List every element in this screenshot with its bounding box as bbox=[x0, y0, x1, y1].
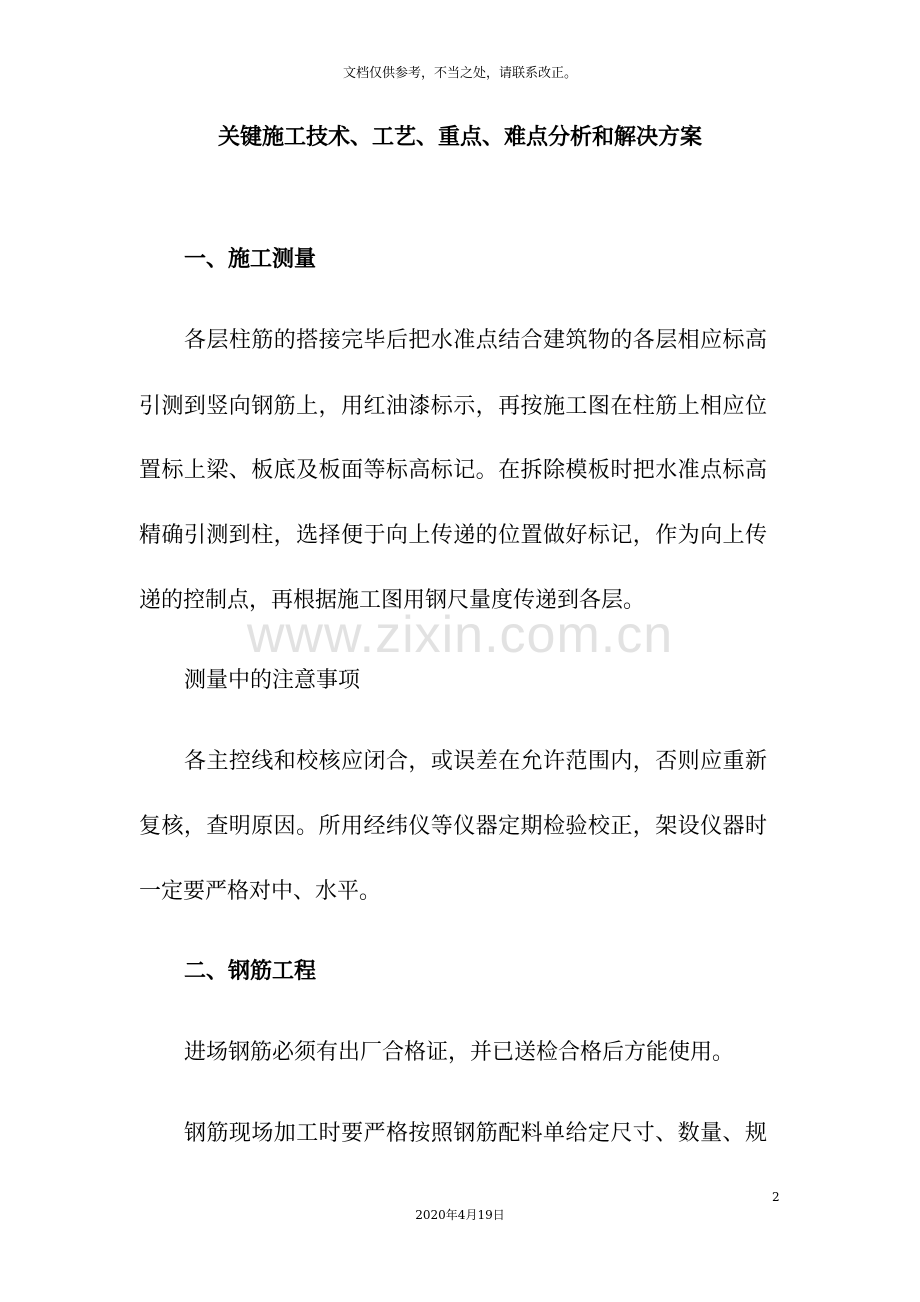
paragraph-line: 引测到竖向钢筋上，用红油漆标示，再按施工图在柱筋上相应位 bbox=[139, 394, 767, 419]
footer-date: 2020年4月19日 bbox=[415, 1208, 505, 1222]
paragraph-line: 一定要严格对中、水平。 bbox=[139, 879, 382, 904]
section-heading: 一、施工测量 bbox=[184, 247, 317, 272]
section-heading: 二、钢筋工程 bbox=[184, 959, 317, 984]
document-title: 关键施工技术、工艺、重点、难点分析和解决方案 bbox=[217, 125, 702, 150]
header-note: 文档仅供参考，不当之处，请联系改正。 bbox=[342, 66, 577, 81]
paragraph-line: 精确引测到柱，选择便于向上传递的位置做好标记，作为向上传 bbox=[139, 523, 767, 548]
paragraph-line: 各层柱筋的搭接完毕后把水准点结合建筑物的各层相应标高 bbox=[184, 328, 767, 353]
subheading: 测量中的注意事项 bbox=[184, 668, 361, 693]
paragraph-line: 递的控制点，再根据施工图用钢尺量度传递到各层。 bbox=[139, 588, 646, 613]
paragraph-line: 置标上梁、板底及板面等标高标记。在拆除模板时把水准点标高 bbox=[139, 458, 767, 483]
watermark: www.zixin.com.cn bbox=[246, 606, 674, 664]
paragraph-line: 钢筋现场加工时要严格按照钢筋配料单给定尺寸、数量、规 bbox=[184, 1121, 767, 1146]
page-number: 2 bbox=[772, 1190, 780, 1204]
paragraph-line: 各主控线和校核应闭合，或误差在允许范围内，否则应重新 bbox=[184, 749, 767, 774]
paragraph-line: 复核，查明原因。所用经纬仪等仪器定期检验校正，架设仪器时 bbox=[139, 814, 767, 839]
paragraph-line: 进场钢筋必须有出厂合格证，并已送检合格后方能使用。 bbox=[184, 1040, 735, 1065]
